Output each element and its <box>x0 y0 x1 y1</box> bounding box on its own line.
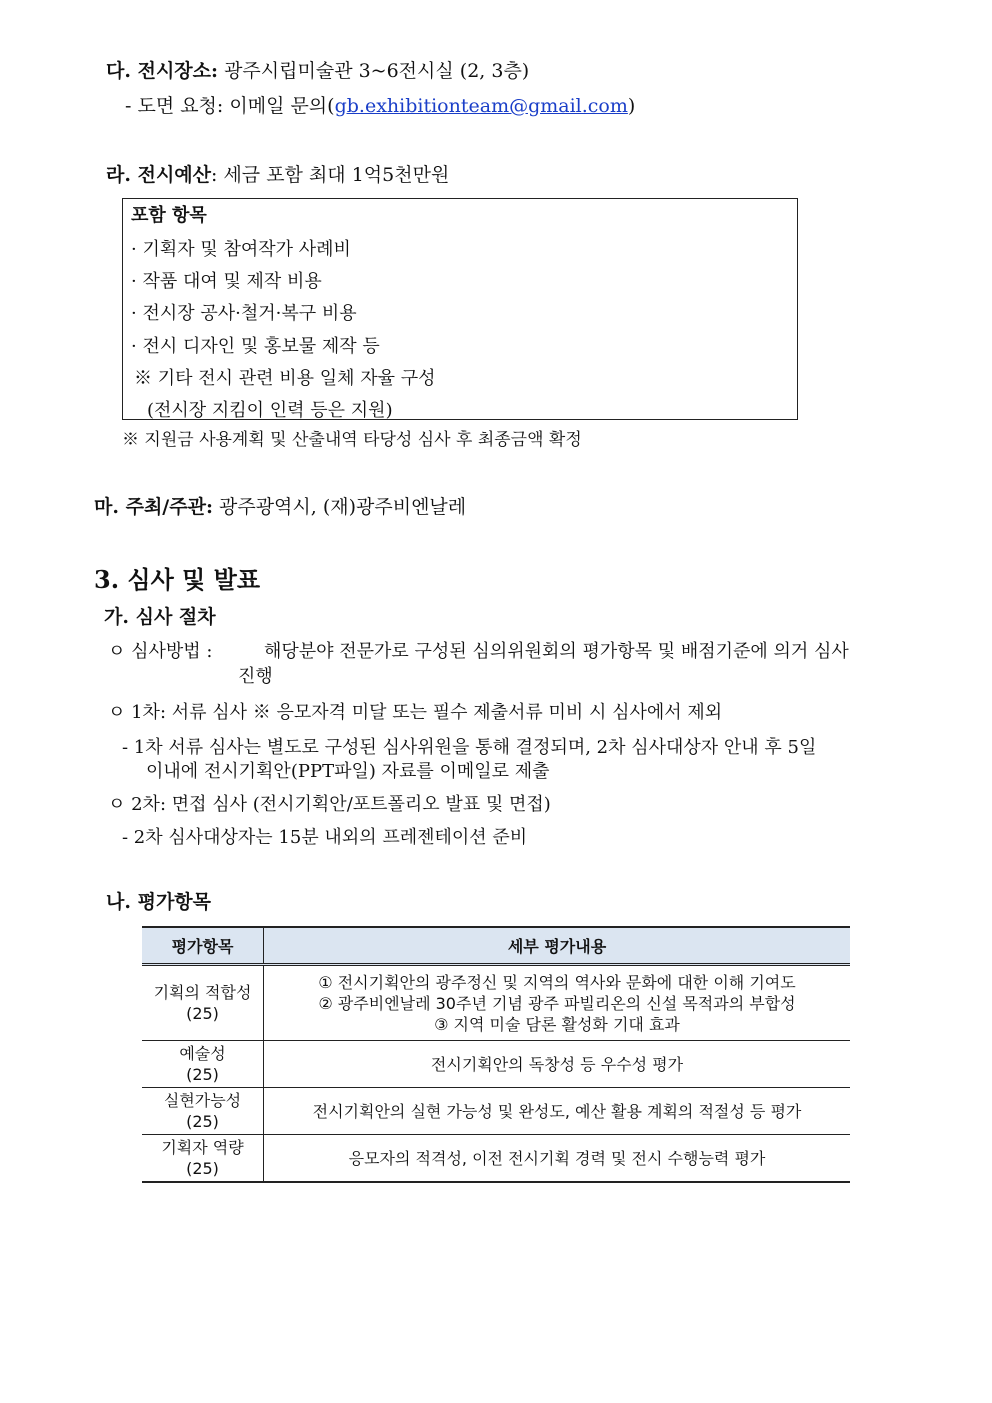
budget-item: · 전시 디자인 및 홍보물 제작 등 <box>131 336 380 357</box>
host-text: 광주광역시, (재)광주비엔날레 <box>212 496 467 518</box>
table-row <box>142 965 850 1041</box>
detail-line: ③ 지역 미술 담론 활성화 기대 효과 <box>434 1014 680 1034</box>
detail-line: 전시기획안의 실현 가능성 및 완성도, 예산 활용 계획의 적절성 등 평가 <box>312 1101 802 1121</box>
details-cell <box>264 1041 851 1088</box>
budget-box-title: 포함 항목 <box>131 205 207 226</box>
section-title: 3. 심사 및 발표 <box>94 565 261 594</box>
item-score: (25) <box>186 1112 219 1131</box>
budget-item: ※ 기타 전시 관련 비용 일체 자율 구성 <box>134 368 436 389</box>
item-score: (25) <box>186 1159 219 1178</box>
table-row <box>142 1041 850 1088</box>
item-cell <box>142 1135 264 1183</box>
venue-prefix: 다. <box>106 60 138 82</box>
budget-label: 전시예산 <box>137 164 212 186</box>
round2-note: - 2차 심사대상자는 15분 내외의 프레젠테이션 준비 <box>122 827 528 848</box>
item-cell <box>142 1088 264 1135</box>
procedure-title: 가. 심사 절차 <box>104 606 216 628</box>
item-name: 실현가능성 <box>163 1091 242 1110</box>
item-cell <box>142 965 264 1041</box>
budget-item: · 작품 대여 및 제작 비용 <box>131 271 322 292</box>
item-name: 예술성 <box>179 1044 226 1063</box>
budget-text: : 세금 포함 최대 1억5천만원 <box>211 164 450 186</box>
budget-items-box <box>122 198 798 420</box>
drawing-suffix: ) <box>627 95 636 117</box>
item-name: 기획자 역량 <box>161 1138 244 1157</box>
drawing-prefix: - 도면 요청: 이메일 문의( <box>125 95 335 117</box>
item-name: 기획의 적합성 <box>153 983 252 1002</box>
item-score: (25) <box>186 1065 219 1084</box>
venue-label: 전시장소: <box>137 60 219 82</box>
drawing-request <box>125 91 635 118</box>
table-header-row <box>142 927 850 965</box>
table-row <box>142 1135 850 1183</box>
detail-line: ① 전시기획안의 광주정신 및 지역의 역사와 문화에 대한 이해 기여도 <box>318 972 796 992</box>
round1-line: ㅇ 1차: 서류 심사 ※ 응모자격 미달 또는 필수 제출서류 미비 시 심사에서 제외 <box>108 702 723 723</box>
email-link[interactable]: gb.exhibitionteam@gmail.com <box>334 95 628 117</box>
budget-item: · 전시장 공사·철거·복구 비용 <box>131 303 357 324</box>
method-text: 해당분야 전문가로 구성된 심의위원회의 평가항목 및 배점기준에 의거 심사 <box>264 641 849 662</box>
detail-line: 전시기획안의 독창성 등 우수성 평가 <box>430 1054 684 1074</box>
eval-title: 나. 평가항목 <box>106 891 211 913</box>
round1-note: - 1차 서류 심사는 별도로 구성된 심사위원을 통해 결정되며, 2차 심사대상자 안내 후 5일 <box>122 737 817 758</box>
table-row <box>142 1088 850 1135</box>
item-cell <box>142 1041 264 1088</box>
budget-note: ※ 지원금 사용계획 및 산출내역 타당성 심사 후 최종금액 확정 <box>122 430 582 450</box>
details-cell <box>264 1135 851 1183</box>
round2-line: ㅇ 2차: 면접 심사 (전시기획안/포트폴리오 발표 및 면접) <box>108 794 551 815</box>
budget-item: · 기획자 및 참여작가 사례비 <box>131 239 351 260</box>
venue-text: 광주시립미술관 3~6전시실 (2, 3층) <box>218 60 530 82</box>
budget-item: (전시장 지킴이 인력 등은 지원) <box>147 400 393 421</box>
details-cell <box>264 1088 851 1135</box>
details-cell <box>264 965 851 1041</box>
host-line <box>94 492 466 519</box>
header-details: 세부 평가내용 <box>264 927 851 965</box>
item-score: (25) <box>186 1004 219 1023</box>
budget-heading <box>106 160 449 187</box>
method-text-cont: 진행 <box>238 666 273 687</box>
venue-heading <box>106 56 529 83</box>
method-label: ㅇ 심사방법 : <box>108 641 213 662</box>
round1-note-cont: 이내에 전시기획안(PPT파일) 자료를 이메일로 제출 <box>146 761 550 782</box>
host-label: 마. 주최/주관: <box>94 496 213 518</box>
budget-prefix: 라. <box>106 164 138 186</box>
evaluation-table <box>142 926 850 1183</box>
header-item: 평가항목 <box>142 927 264 965</box>
detail-line: ② 광주비엔날레 30주년 기념 광주 파빌리온의 신설 목적과의 부합성 <box>318 993 796 1013</box>
detail-line: 응모자의 적격성, 이전 전시기획 경력 및 전시 수행능력 평가 <box>348 1148 766 1168</box>
